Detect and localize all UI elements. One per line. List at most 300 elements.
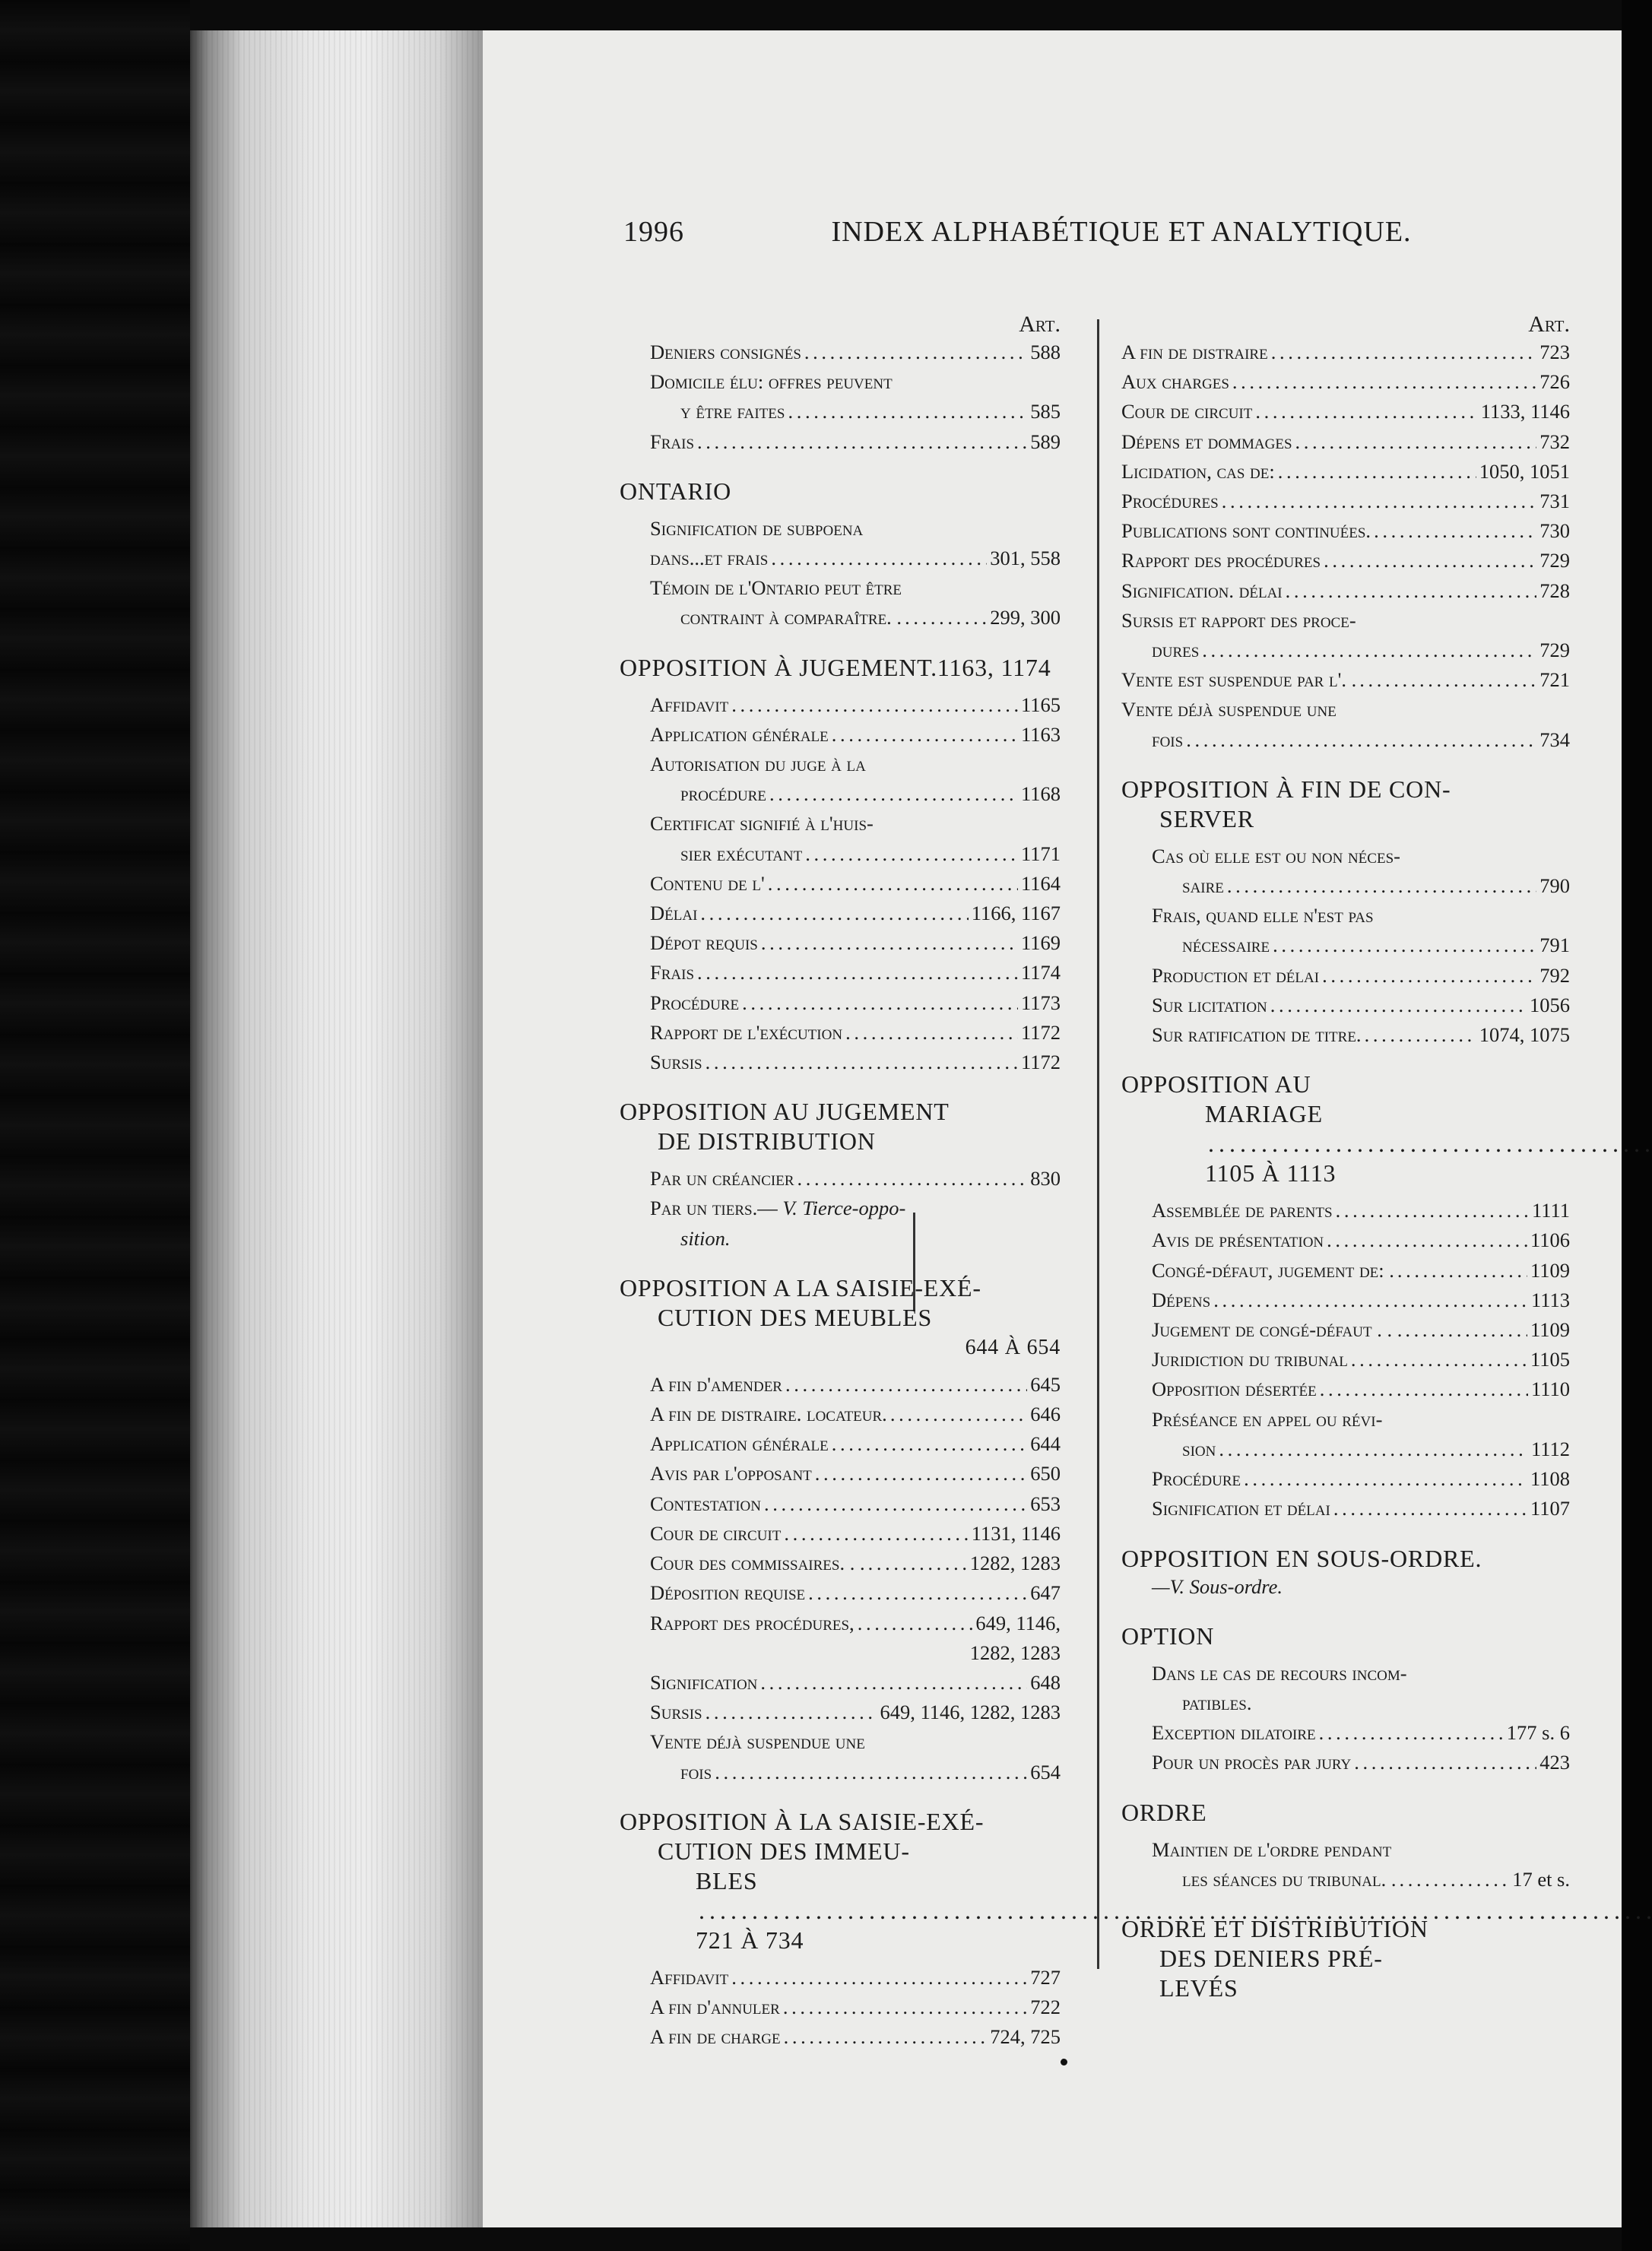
entry-label: y être faites [680,400,785,423]
scan-background-left [0,0,190,2251]
entry-ref: 1113 [1530,1288,1570,1311]
entry-ref: 1168 [1020,782,1061,806]
entry-ref: 728 [1539,579,1570,602]
entry-label: Opposition désertée [1152,1378,1317,1401]
entry-label: Pour un procès par jury [1152,1751,1352,1774]
index-entry [1121,1464,1570,1494]
heading-line: ORDRE ET DISTRIBUTION [1121,1914,1428,1942]
leader-dots [868,1549,967,1578]
leader-dots [761,928,1018,958]
leader-dots [1255,397,1477,426]
tiers-see-also: V. Tierce-oppo- [782,1197,906,1220]
index-entry [1121,1020,1570,1050]
entry-label: Procédure [1152,1467,1241,1491]
entry-label: A fin d'annuler [650,1995,780,2018]
column-divider [1097,319,1099,1969]
entry-ref: 722 [1030,1995,1061,2018]
leader-dots [1322,961,1536,991]
index-entry [1121,1345,1570,1374]
entry-label: Délai [650,902,698,925]
entry-ref: 588 [1030,341,1061,363]
entry-label: Affidavit [650,1965,729,1989]
index-entry [620,750,1061,779]
heading-line: SERVER [1159,804,1254,832]
leader-dots [706,1698,877,1727]
index-entry [620,1459,1061,1489]
index-entry [620,839,1061,869]
page-number: 1996 [623,216,684,248]
entry-label: Par un créancier [650,1167,794,1190]
heading-ref: 721 À 734 [696,1926,804,1954]
leader-dots [832,720,1018,750]
leader-dots [1295,427,1537,457]
index-entry [1121,665,1570,695]
entry-label: fois [680,1760,712,1783]
book-page [483,30,1622,2227]
right-column [1121,312,1570,2011]
index-entry [1121,367,1570,397]
entry-ref: 644 [1030,1432,1061,1456]
tiers-see-also-cont: sition. [680,1226,731,1250]
entry-label: saire [1182,874,1224,898]
entry-label: Cour des commissaires. . . [650,1552,865,1575]
index-entry [620,690,1061,720]
entry-ref: 1282, 1283 [969,1552,1061,1575]
entry-label: Dépens [1152,1288,1211,1311]
leader-dots [858,1609,973,1638]
entry-ref: 721 [1539,668,1570,692]
leader-dots [1336,1196,1529,1225]
leader-dots [1327,1225,1527,1255]
index-entry [1121,427,1570,457]
index-entry [1121,961,1570,991]
index-entry [1121,457,1570,487]
entry-ref: 647 [1030,1581,1061,1605]
entry-label: A fin de distraire. locateur. [650,1403,887,1426]
entry-ref: 792 [1539,963,1570,987]
leader-dots [1222,487,1537,516]
entry-ref: 791 [1539,934,1570,957]
entry-label: Sursis et rapport des proce- [1121,608,1356,632]
index-entry [1121,725,1570,755]
index-entry [1121,1435,1570,1464]
index-entry [620,2022,1061,2052]
entry-ref: 1074, 1075 [1479,1023,1570,1047]
index-entry [620,1370,1061,1400]
leader-dots [1319,1718,1504,1748]
entry-label: Contestation [650,1492,761,1515]
index-entry [1121,1659,1570,1688]
sous-ordre-see-also: —V. Sous-ordre. [1152,1574,1283,1598]
entry-label: Rapport des procédures [1121,549,1321,572]
leader-dots [784,1519,968,1549]
index-entry [1121,1405,1570,1435]
entry-label: Production et délai [1152,963,1320,987]
entry-ref: 726 [1539,370,1570,394]
leader-dots [785,1370,1027,1400]
heading-mariage [1121,1070,1570,1188]
index-entry [620,514,1061,544]
index-entry [1121,695,1570,724]
entry-ref: 17 et s. [1512,1867,1570,1891]
index-entry [620,1698,1061,1727]
heading-line-leader [1121,1099,1570,1188]
leader-dots [905,603,987,632]
heading-line: DES DENIERS PRÉ- [1159,1944,1383,1972]
index-entry [620,1429,1061,1459]
index-entry [620,1993,1061,2022]
index-entry [620,544,1061,573]
fin-conserver-entries [1121,842,1570,1050]
entry-label: Témoin de l'Ontario peut être [650,576,902,600]
index-entry [1121,397,1570,426]
entry-label: Avis par l'opposant [650,1462,812,1485]
entry-label: A fin de distraire [1121,341,1268,363]
entry-ref: 653 [1030,1492,1061,1515]
saisie-immeubles-entries [620,1963,1061,2053]
leader-dots [1278,457,1476,487]
entry-ref: 1109 [1530,1318,1570,1342]
entry-label: Autorisation du juge à la [650,753,866,776]
index-entry [620,779,1061,809]
entry-ref: 830 [1030,1167,1061,1190]
heading-line: CUTION DES IMMEU- [658,1837,910,1865]
index-entry [620,899,1061,928]
leader-dots [1324,546,1536,575]
heading-saisie-immeubles [620,1807,1061,1955]
leader-dots [808,1578,1027,1608]
leader-dots [1227,871,1536,901]
entry-ref: 1107 [1530,1497,1570,1520]
entry-ref: 1050, 1051 [1479,459,1570,483]
book-page-edges [190,30,483,2227]
leader-dots [764,1489,1027,1519]
entry-label: Rapport de l'exécution [650,1020,843,1044]
leader-dots [1397,1256,1527,1286]
entry-label: dans...et frais [650,547,769,570]
leader-dots [706,1048,1018,1077]
leader-dots [1320,1374,1528,1404]
entry-ref: 727 [1030,1965,1061,1989]
leader-dots [731,690,1018,720]
entry-ref: 649, 1146, 1282, 1283 [880,1701,1061,1724]
entry-label: Assemblée de parents [1152,1199,1333,1222]
entry-label: fois [1152,728,1184,751]
entry-label: Cour de circuit [650,1521,782,1545]
index-entry [620,928,1061,958]
art-column-label: Art. [1019,312,1061,337]
leader-dots [731,1963,1027,1993]
leader-dots [832,1429,1027,1459]
index-entry [1121,1865,1570,1894]
index-entry [1121,1718,1570,1748]
index-entry [620,809,1061,839]
entry-label: A fin de charge [650,2025,781,2049]
heading-line: MARIAGE [1205,1100,1323,1128]
index-entry [620,720,1061,750]
index-entry [620,1549,1061,1578]
index-entry [620,427,1061,457]
leader-dots [1213,1286,1528,1315]
index-entry [620,988,1061,1018]
index-entry [620,1638,1061,1668]
index-entry [620,573,1061,603]
index-entry [620,1578,1061,1608]
entry-ref: 646 [1030,1403,1061,1426]
entry-ref: 177 s. 6 [1506,1721,1570,1745]
entry-ref: 1112 [1530,1437,1570,1460]
entry-ref: 423 [1539,1751,1570,1774]
saisie-immeubles-cont-entries [1121,338,1570,755]
entry-label: Jugement de congé-défaut . . . [1152,1318,1403,1342]
leader-dots [1273,931,1536,960]
index-entry [1121,901,1570,931]
entry-label: sier exécutant [680,842,803,865]
index-entry [1121,606,1570,636]
heading-ordre-distribution [1121,1914,1570,2003]
entry-label: Dépot requis [650,931,758,955]
entry-label: Déposition requise [650,1581,806,1605]
index-entry [620,338,1061,367]
leader-dots [1405,1315,1527,1345]
index-entry [1121,842,1570,871]
heading-ref: 644 À 654 [965,1335,1061,1359]
index-entry [620,1400,1061,1429]
index-entry [620,397,1061,426]
scan-artifact-dot [1061,2059,1067,2066]
index-entry [620,1519,1061,1549]
entry-ref: 648 [1030,1670,1061,1694]
entry-label: Signification et délai [1152,1497,1330,1520]
index-entry [1121,991,1570,1020]
entry-label: Maintien de l'ordre pendant [1152,1837,1392,1861]
entry-ref: 589 [1030,430,1061,453]
heading-option: OPTION [1121,1622,1215,1650]
heading-line: OPPOSITION AU [1121,1070,1311,1099]
leader-dots [697,958,1018,988]
leader-dots [1399,1865,1509,1894]
entry-label: Publications sont continuées. [1121,519,1371,543]
index-entry [620,1018,1061,1048]
index-entry [620,603,1061,632]
index-entry [1121,636,1570,665]
leader-dots [805,839,1018,869]
entry-ref: 1173 [1020,991,1061,1014]
entry-ref: 1109 [1530,1258,1570,1282]
leader-dots [768,869,1018,899]
entry-ref: 1164 [1020,871,1061,895]
tiers-entry [620,1194,1061,1223]
entry-label: contraint à comparaître. . [680,606,902,629]
index-entry [1121,1315,1570,1345]
heading-line: OPPOSITION EN SOUS-ORDRE. [1121,1544,1482,1572]
heading-opposition-distribution [620,1097,1061,1156]
leader-dots [783,1993,1027,2022]
index-entry [620,958,1061,988]
leader-dots [769,779,1018,809]
ordre-entries [1121,1835,1570,1894]
entry-ref: 732 [1539,430,1570,453]
entry-ref: 1056 [1530,993,1570,1016]
index-entry [1121,1835,1570,1865]
entry-ref: 729 [1539,549,1570,572]
index-entry [1121,1256,1570,1286]
leader-dots [715,1758,1027,1787]
leader-dots [797,1164,1028,1194]
index-entry [1121,1748,1570,1777]
entry-label: Sursis [650,1701,702,1724]
saisie-meubles-entries [620,1370,1061,1787]
entry-label: procédure [680,782,766,806]
entry-ref: 1174 [1020,961,1061,984]
entry-ref: 1171 [1020,842,1061,865]
entry-ref: 301, 558 [990,547,1061,570]
index-entry [1121,871,1570,901]
entry-label: patibles. [1182,1691,1252,1714]
entry-ref: 645 [1030,1372,1061,1396]
leader-dots [804,338,1027,367]
entry-label: Contenu de l' [650,871,765,895]
index-entry [620,1727,1061,1757]
heading-line: OPPOSITION À LA SAISIE-EXÉ- [620,1807,985,1835]
entry-ref: 1131, 1146 [971,1521,1061,1545]
entry-label: Frais [650,961,695,984]
ontario-entries [620,514,1061,633]
entry-ref: 1106 [1530,1229,1570,1252]
entry-label: Signification de subpoena [650,516,864,540]
entry-label: sion [1182,1437,1216,1460]
entry-ref: 790 [1539,874,1570,898]
entry-label: Procédure [650,991,740,1014]
running-head [623,215,1558,253]
index-entry [1121,546,1570,575]
entry-ref: 649, 1146, [975,1611,1061,1634]
entry-label: Licidation, cas de: [1121,459,1275,483]
heading-line: LEVÉS [1159,1974,1238,2002]
entry-label: nécessaire [1182,934,1270,957]
mariage-entries [1121,1196,1570,1523]
leader-dots [815,1459,1027,1489]
entry-label: Signification [650,1670,758,1694]
entry-ref: 654 [1030,1760,1061,1783]
entry-label: Juridiction du tribunal [1152,1348,1348,1371]
heading-ref: 1105 À 1113 [1205,1159,1337,1187]
leader-dots [1232,367,1536,397]
heading-saisie-meubles [620,1273,1061,1362]
entry-label: Application générale [650,1432,829,1456]
entry-ref: 299, 300 [990,606,1061,629]
entry-ref: 1165 [1020,693,1061,716]
leader-dots [788,397,1027,426]
entry-label: Vente déjà suspendue une [1121,698,1337,721]
entry-label: Sur ratification de titre. [1152,1023,1362,1047]
leader-dots [890,1400,1027,1429]
entry-ref: 1169 [1020,931,1061,955]
leader-dots [1359,665,1536,695]
heading-line: OPPOSITION AU JUGEMENT [620,1098,950,1126]
entry-label: Cour de circuit [1121,400,1253,423]
index-entry [1121,1225,1570,1255]
index-entry [620,869,1061,899]
entry-ref: 1110 [1530,1378,1570,1401]
entry-label: Rapport des procédures, [650,1611,855,1634]
leader-dots [700,899,968,928]
entry-ref: 1133, 1146 [1480,400,1570,423]
heading-line: OPPOSITION A LA SAISIE-EXÉ- [620,1273,981,1301]
leader-dots [1244,1464,1527,1494]
entry-label: Frais [650,430,695,453]
entry-label: Vente déjà suspendue une [650,1730,865,1754]
index-entry [1121,487,1570,516]
entry-label: Exception dilatoire [1152,1721,1316,1745]
entry-ref: 1172 [1020,1051,1061,1074]
leader-dots [771,544,987,573]
heading-ontario: ONTARIO [620,477,732,505]
leader-dots [1333,1494,1527,1523]
tiers-label: Par un tiers.— [650,1197,778,1220]
entry-label: Deniers consignés [650,341,801,363]
deniers-entries [620,338,1061,457]
entry-ref: 1166, 1167 [971,902,1061,925]
entry-label: Domicile élu: offres peuvent [650,370,893,394]
index-entry [620,1963,1061,1993]
entry-ref: 1105 [1530,1348,1570,1371]
leader-dots [1208,1130,1652,1157]
entry-ref: 1282, 1283 [969,1641,1061,1664]
entry-label: Procédures [1121,490,1219,513]
heading-line-leader [620,1866,1061,1955]
heading-opposition-jugement: OPPOSITION À JUGEMENT.1163, 1174 [620,653,1051,681]
index-entry [620,1164,1061,1194]
entry-ref: 1172 [1020,1020,1061,1044]
index-entry [1121,1374,1570,1404]
leader-dots [760,1668,1027,1698]
entry-label: Vente est suspendue par l'. . [1121,668,1357,692]
entry-ref: 731 [1539,490,1570,513]
opposition-jugement-entries [620,690,1061,1078]
leader-dots [1202,636,1536,665]
index-entry [620,1048,1061,1077]
left-column [620,312,1061,2052]
index-entry [1121,1286,1570,1315]
leader-dots [1271,338,1537,367]
index-entry [1121,931,1570,960]
entry-label: Affidavit [650,693,729,716]
leader-dots [697,427,1027,457]
leader-dots [1186,725,1536,755]
entry-label: Préséance en appel ou révi- [1152,1407,1383,1431]
entry-label: les séances du tribunal. . [1182,1867,1397,1891]
leader-dots [742,988,1018,1018]
index-entry [1121,516,1570,546]
heading-line: OPPOSITION À FIN DE CON- [1121,775,1451,803]
leader-dots [1354,1748,1536,1777]
leader-dots [845,1018,1018,1048]
page-title: INDEX ALPHABÉTIQUE ET ANALYTIQUE. [831,216,1412,248]
entry-label: Cas où elle est ou non néces- [1152,844,1400,867]
entry-label: Dépens et dommages [1121,430,1292,453]
entry-label: dures [1152,639,1200,662]
art-column-label: Art. [1528,312,1570,337]
entry-label: Certificat signifié à l'huis- [650,812,874,835]
entry-label: Application générale [650,722,829,746]
index-entry [620,1609,1061,1638]
leader-dots [1374,516,1536,546]
entry-ref: 724, 725 [990,2025,1061,2049]
option-entries [1121,1659,1570,1778]
entry-ref: 1111 [1531,1199,1570,1222]
index-entry [1121,338,1570,367]
